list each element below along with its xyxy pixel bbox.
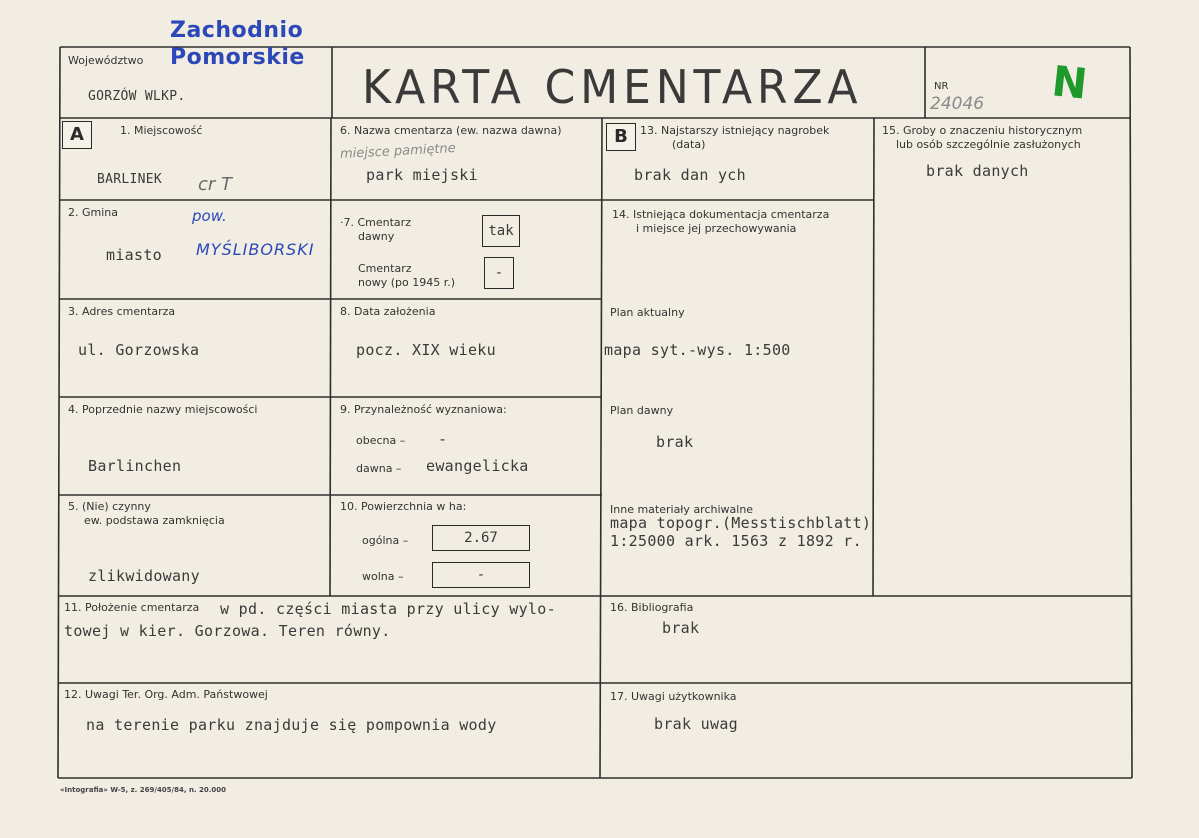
plan-aktualny-value: mapa syt.-wys. 1:500 — [604, 341, 791, 359]
inne-materialy-value-2: 1:25000 ark. 1563 z 1892 r. — [610, 532, 862, 550]
field-14-label-2: i miejsce jej przechowywania — [636, 222, 797, 235]
field-7-label-2: dawny — [358, 230, 395, 243]
nr-value: 24046 — [930, 94, 985, 114]
field-13-label-1: 13. Najstarszy istniejący nagrobek — [640, 124, 830, 137]
field-7-nowy-label-1: Cmentarz — [358, 262, 412, 275]
field-8-label: 8. Data założenia — [340, 305, 436, 318]
field-5-value: zlikwidowany — [88, 567, 200, 585]
plan-aktualny-label: Plan aktualny — [610, 306, 685, 319]
field-13-value: brak dan ych — [634, 166, 746, 184]
field-9-label: 9. Przynależność wyznaniowa: — [340, 403, 507, 416]
wojewodztwo-stamp-line1: Zachodnio — [170, 18, 304, 43]
nr-mark: N — [1049, 56, 1090, 109]
plan-dawny-value: brak — [656, 433, 694, 451]
nr-label: NR — [934, 81, 949, 92]
field-16-label: 16. Bibliografia — [610, 601, 694, 614]
field-5-label-1: 5. (Nie) czynny — [68, 500, 151, 513]
field-15-label-2: lub osób szczególnie zasłużonych — [896, 138, 1081, 151]
field-15-label-1: 15. Groby o znaczeniu historycznym — [882, 124, 1083, 137]
field-2-label: 2. Gmina — [68, 206, 118, 219]
inne-materialy-label: Inne materiały archiwalne — [610, 503, 754, 516]
field-7-nowy-label-2: nowy (po 1945 r.) — [358, 276, 455, 289]
field-1-note: cr T — [198, 174, 233, 195]
wojewodztwo-stamp-line2: Pomorskie — [170, 45, 305, 70]
field-3-label: 3. Adres cmentarza — [68, 305, 176, 318]
field-11-value-1: w pd. części miasta przy ulicy wylo- — [220, 600, 556, 618]
plan-dawny-label: Plan dawny — [610, 404, 674, 417]
field-9-obecna-label: obecna – — [356, 434, 406, 447]
field-7-nowy-box: - — [484, 257, 514, 289]
field-10-label: 10. Powierzchnia w ha: — [340, 500, 467, 513]
field-1-label: 1. Miejscowość — [120, 124, 203, 137]
field-12-label: 12. Uwagi Ter. Org. Adm. Państwowej — [64, 688, 268, 701]
field-10-wolna-label: wolna – — [362, 570, 404, 583]
card-title: KARTA CMENTARZA — [362, 60, 863, 114]
printer-footer: «Intografia» W-5, z. 269/405/84, n. 20.000 — [60, 786, 227, 794]
field-11-label: 11. Położenie cmentarza — [64, 601, 200, 614]
field-6-value: park miejski — [366, 166, 478, 184]
field-16-value: brak — [662, 619, 700, 637]
field-17-value: brak uwag — [654, 715, 738, 733]
field-15-value: brak danych — [926, 162, 1029, 180]
field-10-ogolna-box: 2.67 — [432, 525, 530, 551]
field-4-label: 4. Poprzednie nazwy miejscowości — [68, 403, 258, 416]
field-9-obecna-value: - — [438, 430, 448, 448]
field-11-value-2: towej w kier. Gorzowa. Teren równy. — [64, 622, 391, 640]
field-12-value: na terenie parku znajduje się pompownia wody — [86, 716, 497, 734]
field-13-label-2: (data) — [672, 138, 706, 151]
field-2-note-1: pow. — [192, 207, 227, 225]
field-8-value: pocz. XIX wieku — [356, 341, 496, 359]
field-7-label-1: ·7. Cmentarz — [340, 216, 411, 229]
field-7-dawny-box: tak — [482, 215, 520, 247]
field-9-dawna-label: dawna – — [356, 462, 402, 475]
field-10-wolna-box: - — [432, 562, 530, 588]
field-14-label-1: 14. Istniejąca dokumentacja cmentarza — [612, 208, 830, 221]
field-2-value: miasto — [106, 246, 162, 264]
field-10-ogolna-label: ogólna – — [362, 534, 409, 547]
field-2-note-2: MYŚLIBORSKI — [196, 240, 315, 259]
section-a-box: A — [62, 121, 92, 149]
field-6-note: miejsce pamiętne — [339, 140, 457, 163]
inne-materialy-value-1: mapa topogr.(Messtischblatt) — [610, 514, 872, 532]
wojewodztwo-label: Województwo — [68, 54, 144, 67]
field-6-label: 6. Nazwa cmentarza (ew. nazwa dawna) — [340, 124, 562, 137]
field-9-dawna-value: ewangelicka — [426, 457, 529, 475]
field-17-label: 17. Uwagi użytkownika — [610, 690, 737, 703]
section-b-box: B — [606, 123, 636, 151]
field-5-label-2: ew. podstawa zamknięcia — [84, 514, 225, 527]
field-3-value: ul. Gorzowska — [78, 341, 200, 359]
wojewodztwo-value: GORZÓW WLKP. — [88, 89, 186, 104]
field-1-value: BARLINEK — [97, 172, 163, 187]
field-4-value: Barlinchen — [88, 457, 182, 475]
